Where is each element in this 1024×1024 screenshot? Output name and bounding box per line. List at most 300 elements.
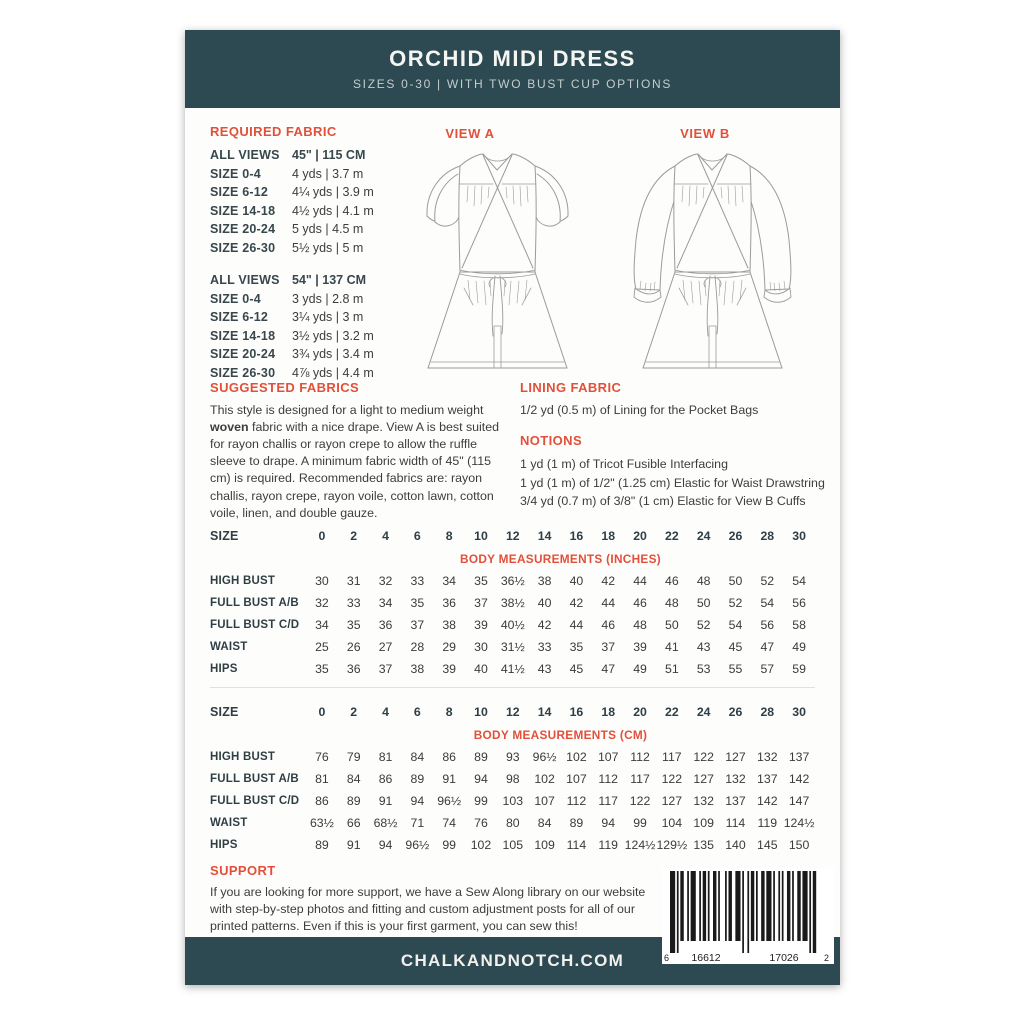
measurement-value: 30 xyxy=(474,640,488,654)
measurement-value: 142 xyxy=(788,772,810,786)
measurement-value: 50 xyxy=(696,596,711,610)
suggested-text-part2: fabric with a nice drape. View A is best suited for rayon challis or rayon crepe to allow the ruffle sleeve to drape. A minimum fabric width of 45" (115 cm) is required. Recommended fabrics are: rayon challis, rayon crepe, rayon voile, cotton lawn, cotton voile, linen, and double gauze. xyxy=(210,420,500,520)
fabric-row-value: 4¼ yds | 3.9 m xyxy=(292,185,374,199)
measurement-value: 43 xyxy=(537,662,552,676)
measurement-value: 127 xyxy=(693,772,714,786)
barcode-digits: 16612 xyxy=(691,952,721,964)
measurement-value: 54 xyxy=(760,596,775,610)
measurement-value: 38 xyxy=(537,574,552,588)
fabric-row-label: SIZE 0-4 xyxy=(210,291,261,306)
size-value: 6 xyxy=(413,529,421,543)
barcode-bar xyxy=(677,871,679,953)
body-measurements-header: BODY MEASUREMENTS (INCHES) xyxy=(460,552,661,566)
notions-list xyxy=(520,455,825,511)
measurement-value: 89 xyxy=(474,750,488,764)
measurement-value: 48 xyxy=(665,596,679,610)
barcode-svg xyxy=(662,868,834,964)
measurement-value: 29 xyxy=(442,640,456,654)
size-value: 26 xyxy=(728,705,743,719)
fabric-row-value: 54" | 137 CM xyxy=(292,273,367,287)
measurement-label: HIGH BUST xyxy=(210,751,276,763)
fabric-row-value: 3 yds | 2.8 m xyxy=(292,291,364,306)
view-a-label: VIEW A xyxy=(445,126,495,141)
lining-fabric-group xyxy=(520,380,825,419)
measurement-value: 63½ xyxy=(309,816,334,830)
measurement-value: 45 xyxy=(728,640,743,654)
measurement-value: 81 xyxy=(378,750,393,764)
measurement-row xyxy=(210,636,815,658)
barcode-bar xyxy=(756,871,758,941)
measurement-row xyxy=(210,614,815,636)
measurement-value: 33 xyxy=(346,596,361,610)
measurement-value: 36 xyxy=(378,618,393,632)
measurement-value: 57 xyxy=(760,662,775,676)
measurement-value: 76 xyxy=(474,816,488,830)
lining-fabric-heading: LINING FABRIC xyxy=(520,380,622,395)
measurement-value: 89 xyxy=(410,772,425,786)
measurement-value: 86 xyxy=(315,794,329,808)
size-value: 14 xyxy=(537,529,552,543)
measurement-value: 74 xyxy=(442,816,456,830)
size-value: 2 xyxy=(350,529,358,543)
measurement-value: 99 xyxy=(442,838,456,852)
barcode-bar xyxy=(742,871,744,953)
table-divider xyxy=(210,687,815,688)
lining-notions-column xyxy=(520,380,825,525)
notion-item: 3/4 yd (0.7 m) of 3/8" (1 cm) Elastic for View B Cuffs xyxy=(520,494,806,509)
measurement-value: 51 xyxy=(665,662,679,676)
fabric-row-value: 3½ yds | 3.2 m xyxy=(292,328,374,343)
measurement-value: 34 xyxy=(315,618,329,632)
measurement-value: 102 xyxy=(566,750,587,764)
barcode-bar xyxy=(792,871,794,941)
measurement-value: 124½ xyxy=(624,838,656,852)
title-band xyxy=(185,30,840,108)
measurement-value: 53 xyxy=(696,662,711,676)
size-value: 24 xyxy=(696,705,711,719)
measurement-row xyxy=(210,834,815,856)
size-value: 4 xyxy=(382,705,389,719)
fabric-row-label: SIZE 20-24 xyxy=(210,347,276,361)
measurement-value: 46 xyxy=(601,618,616,632)
measurement-value: 94 xyxy=(474,772,488,786)
measurement-value: 38 xyxy=(442,618,456,632)
measurement-value: 50 xyxy=(665,618,679,632)
size-value: 20 xyxy=(633,529,647,543)
notions-group xyxy=(520,433,825,511)
measurement-value: 56 xyxy=(792,596,806,610)
measurement-value: 45 xyxy=(569,662,584,676)
measurement-value: 89 xyxy=(315,838,329,852)
fabric-row-value: 4⅞ yds | 4.4 m xyxy=(292,365,374,380)
fabric-row-label: SIZE 20-24 xyxy=(210,222,276,236)
size-value: 22 xyxy=(665,529,679,543)
measurement-value: 40 xyxy=(537,596,552,610)
measurement-value: 112 xyxy=(566,794,587,808)
measurement-value: 28 xyxy=(410,640,425,654)
size-value: 12 xyxy=(505,529,520,543)
measurement-value: 102 xyxy=(470,838,492,852)
size-value: 16 xyxy=(569,529,584,543)
measurement-value: 49 xyxy=(792,640,806,654)
size-value: 28 xyxy=(760,705,775,719)
measurement-value: 129½ xyxy=(656,838,688,852)
size-value: 30 xyxy=(792,705,806,719)
fabric-row-value: 3¾ yds | 3.4 m xyxy=(292,347,374,361)
measurement-value: 47 xyxy=(760,640,775,654)
size-header-row xyxy=(210,524,815,548)
measurement-value: 68½ xyxy=(373,816,398,830)
size-value: 14 xyxy=(537,705,552,719)
measurement-value: 35 xyxy=(315,662,329,676)
notions-heading: NOTIONS xyxy=(520,433,583,449)
lining-fabric-text: 1/2 yd (0.5 m) of Lining for the Pocket Bags xyxy=(520,403,759,417)
measurement-value: 119 xyxy=(757,816,778,830)
notion-item: 1 yd (1 m) of 1/2" (1.25 cm) Elastic for Waist Drawstring xyxy=(520,475,825,490)
size-value: 22 xyxy=(665,705,679,719)
view-b-illustration xyxy=(605,140,820,380)
measurement-value: 49 xyxy=(633,662,647,676)
measurement-value: 36 xyxy=(442,596,456,610)
measurement-value: 122 xyxy=(629,794,651,808)
fabric-row-label: SIZE 26-30 xyxy=(210,365,276,380)
measurement-value: 52 xyxy=(728,596,743,610)
notion-item: 1 yd (1 m) of Tricot Fusible Interfacing xyxy=(520,457,728,472)
suggested-text-part1: This style is designed for a light to medium weight xyxy=(210,403,484,417)
body-measurements-header: BODY MEASUREMENTS (CM) xyxy=(473,728,648,742)
measurement-value: 122 xyxy=(693,750,714,764)
size-value: 30 xyxy=(792,529,806,543)
measurement-value: 94 xyxy=(378,838,393,852)
measurement-value: 132 xyxy=(757,750,778,764)
barcode-bar xyxy=(787,871,790,941)
size-value: 18 xyxy=(601,705,616,719)
measurement-value: 48 xyxy=(633,618,647,632)
measurement-value: 96½ xyxy=(437,794,462,808)
measurement-value: 94 xyxy=(410,794,425,808)
size-table-inches xyxy=(210,524,815,680)
measurement-value: 117 xyxy=(630,772,650,786)
barcode-bar xyxy=(751,871,754,941)
measurement-value: 84 xyxy=(410,750,425,764)
measurement-value: 39 xyxy=(633,640,647,654)
measurement-label: FULL BUST A/B xyxy=(210,597,299,609)
measurement-label: FULL BUST A/B xyxy=(210,773,299,785)
measurement-value: 86 xyxy=(442,750,456,764)
barcode-bar xyxy=(802,871,807,941)
measurement-label: WAIST xyxy=(210,641,248,653)
measurement-value: 107 xyxy=(597,750,619,764)
measurement-value: 44 xyxy=(569,618,584,632)
size-value: 0 xyxy=(318,705,326,719)
measurement-value: 41½ xyxy=(500,662,525,676)
barcode-digits: 6 xyxy=(664,953,670,963)
measurement-value: 142 xyxy=(757,794,778,808)
measurement-label: WAIST xyxy=(210,817,248,829)
barcode-bar xyxy=(687,871,689,941)
measurement-value: 46 xyxy=(633,596,647,610)
barcode-bar xyxy=(797,871,800,941)
measurement-value: 50 xyxy=(728,574,743,588)
measurement-value: 44 xyxy=(633,574,647,588)
measurement-value: 37 xyxy=(601,640,616,654)
measurement-value: 96½ xyxy=(405,838,430,852)
measurement-value: 35 xyxy=(569,640,584,654)
measurement-value: 127 xyxy=(661,794,683,808)
measurement-label: HIPS xyxy=(210,663,238,675)
measurement-value: 33 xyxy=(410,574,425,588)
view-b-label: VIEW B xyxy=(680,126,730,141)
measurement-value: 37 xyxy=(474,596,488,610)
suggested-text-bold: woven xyxy=(210,420,249,435)
measurement-value: 140 xyxy=(725,838,746,852)
size-value: 20 xyxy=(633,705,647,719)
measurement-row xyxy=(210,592,815,614)
size-value: 26 xyxy=(728,529,743,543)
size-value: 28 xyxy=(760,529,775,543)
barcode-bar xyxy=(813,871,816,953)
fabric-row-label: SIZE 6-12 xyxy=(210,310,269,324)
suggested-fabrics-section xyxy=(210,380,510,522)
fabric-row-label: ALL VIEWS xyxy=(210,148,280,162)
size-value: 2 xyxy=(350,705,358,719)
size-value: 12 xyxy=(505,705,520,719)
fabric-row-value: 5½ yds | 5 m xyxy=(292,240,364,255)
barcode-bar xyxy=(773,871,775,941)
measurement-value: 132 xyxy=(693,794,714,808)
size-value: 10 xyxy=(474,705,488,719)
measurement-value: 122 xyxy=(661,772,683,786)
measurement-value: 38 xyxy=(410,662,425,676)
measurement-value: 32 xyxy=(315,596,329,610)
barcode-bar xyxy=(728,871,731,941)
barcode xyxy=(662,868,834,964)
website-url: CHALKANDNOTCH.COM xyxy=(400,951,625,970)
measurement-value: 27 xyxy=(378,640,393,654)
measurement-value: 42 xyxy=(601,574,616,588)
fabric-row-value: 3¼ yds | 3 m xyxy=(292,310,364,324)
measurement-value: 37 xyxy=(378,662,393,676)
dress-line-drawing-view-a xyxy=(390,140,605,380)
measurement-value: 137 xyxy=(788,750,810,764)
size-label: SIZE xyxy=(210,705,239,719)
measurement-value: 34 xyxy=(442,574,456,588)
barcode-bar xyxy=(691,871,696,941)
measurement-value: 80 xyxy=(505,816,520,830)
measurement-value: 40 xyxy=(569,574,584,588)
measurement-value: 117 xyxy=(598,794,619,808)
barcode-bar xyxy=(703,871,706,941)
measurement-value: 91 xyxy=(378,794,393,808)
measurement-value: 39 xyxy=(474,618,488,632)
fabric-row-value: 45" | 115 CM xyxy=(292,148,366,162)
measurement-value: 35 xyxy=(410,596,425,610)
measurement-value: 99 xyxy=(633,816,647,830)
measurement-row xyxy=(210,812,815,834)
measurement-value: 76 xyxy=(315,750,329,764)
measurement-value: 91 xyxy=(442,772,456,786)
fabric-row-label: SIZE 14-18 xyxy=(210,328,276,343)
measurement-value: 54 xyxy=(728,618,743,632)
measurement-value: 31½ xyxy=(500,640,525,654)
size-value: 24 xyxy=(696,529,711,543)
barcode-bar xyxy=(761,871,764,941)
measurement-value: 36 xyxy=(346,662,361,676)
size-header-row xyxy=(210,700,815,724)
measurement-row xyxy=(210,746,815,768)
measurement-value: 42 xyxy=(537,618,552,632)
measurement-value: 89 xyxy=(569,816,584,830)
measurement-value: 81 xyxy=(315,772,329,786)
measurement-value: 127 xyxy=(725,750,746,764)
barcode-digits: 17026 xyxy=(769,952,799,964)
measurement-value: 33 xyxy=(537,640,552,654)
barcode-bar xyxy=(680,871,683,941)
measurement-label: HIPS xyxy=(210,839,238,851)
measurement-value: 114 xyxy=(566,838,587,852)
measurement-value: 58 xyxy=(792,618,806,632)
measurement-value: 40 xyxy=(474,662,488,676)
measurement-row xyxy=(210,570,815,592)
fabric-row-label: SIZE 0-4 xyxy=(210,166,261,181)
measurement-value: 86 xyxy=(378,772,393,786)
measurement-value: 38½ xyxy=(500,596,525,610)
measurement-value: 124½ xyxy=(783,816,815,830)
measurement-value: 102 xyxy=(534,772,555,786)
measurement-value: 31 xyxy=(346,574,361,588)
barcode-bar xyxy=(708,871,710,941)
size-value: 6 xyxy=(413,705,421,719)
measurement-value: 112 xyxy=(598,772,619,786)
measurement-value: 109 xyxy=(534,838,555,852)
measurement-value: 112 xyxy=(630,750,650,764)
measurement-value: 145 xyxy=(757,838,778,852)
support-heading: SUPPORT xyxy=(210,863,276,878)
measurement-value: 40½ xyxy=(500,618,525,632)
pattern-envelope-back xyxy=(185,30,840,985)
measurement-value: 104 xyxy=(661,816,683,830)
measurement-value: 32 xyxy=(378,574,393,588)
measurement-value: 37 xyxy=(410,618,425,632)
measurement-value: 84 xyxy=(346,772,361,786)
measurement-value: 26 xyxy=(346,640,361,654)
measurement-value: 35 xyxy=(346,618,361,632)
barcode-bar xyxy=(718,871,720,941)
measurement-value: 35 xyxy=(474,574,488,588)
measurement-value: 105 xyxy=(502,838,524,852)
measurement-value: 43 xyxy=(696,640,711,654)
barcode-bar xyxy=(782,871,784,941)
size-value: 18 xyxy=(601,529,616,543)
support-text: If you are looking for more support, we have a Sew Along library on our website with step-by-step photos and fitting and custom adjustment posts for all of our printed patterns. Even if this is your first garment, you can sew this! xyxy=(210,885,646,934)
measurement-value: 99 xyxy=(474,794,488,808)
measurement-value: 44 xyxy=(601,596,616,610)
measurement-value: 52 xyxy=(696,618,711,632)
measurement-value: 30 xyxy=(315,574,329,588)
required-fabric-heading: REQUIRED FABRIC xyxy=(210,124,337,139)
barcode-bar xyxy=(713,871,716,941)
measurement-value: 36½ xyxy=(500,574,525,588)
measurement-row xyxy=(210,768,815,790)
barcode-bar xyxy=(747,871,749,953)
size-label: SIZE xyxy=(210,529,239,543)
barcode-bar xyxy=(766,871,771,941)
measurement-value: 96½ xyxy=(532,750,557,764)
measurement-value: 91 xyxy=(346,838,361,852)
measurement-value: 48 xyxy=(696,574,711,588)
barcode-digits: 2 xyxy=(824,953,830,963)
pattern-title: ORCHID MIDI DRESS xyxy=(389,46,636,71)
measurement-value: 94 xyxy=(601,816,616,830)
measurement-value: 34 xyxy=(378,596,393,610)
fabric-row-value: 4 yds | 3.7 m xyxy=(292,166,364,181)
pattern-subtitle: SIZES 0-30 | WITH TWO BUST CUP OPTIONS xyxy=(352,77,673,91)
measurement-row xyxy=(210,790,815,812)
measurement-value: 109 xyxy=(693,816,714,830)
measurement-value: 103 xyxy=(502,794,524,808)
suggested-fabrics-text xyxy=(210,402,510,522)
size-value: 4 xyxy=(382,529,389,543)
dress-line-drawing-view-b xyxy=(605,140,820,380)
measurement-value: 135 xyxy=(693,838,714,852)
measurement-value: 114 xyxy=(725,816,746,830)
size-value: 0 xyxy=(318,529,326,543)
measurement-value: 117 xyxy=(662,750,682,764)
measurement-value: 59 xyxy=(792,662,806,676)
barcode-bar xyxy=(809,871,811,953)
measurement-value: 66 xyxy=(346,816,361,830)
measurement-value: 119 xyxy=(598,838,619,852)
measurement-label: HIGH BUST xyxy=(210,575,276,587)
size-value: 8 xyxy=(445,705,453,719)
size-table-cm xyxy=(210,700,815,856)
measurement-value: 39 xyxy=(442,662,456,676)
measurement-value: 71 xyxy=(410,816,425,830)
suggested-fabrics-heading: SUGGESTED FABRICS xyxy=(210,380,360,395)
measurement-value: 55 xyxy=(728,662,743,676)
measurement-value: 84 xyxy=(537,816,552,830)
view-a-illustration xyxy=(390,140,605,380)
measurement-value: 93 xyxy=(505,750,520,764)
measurement-value: 132 xyxy=(725,772,746,786)
fabric-row-label: ALL VIEWS xyxy=(210,273,280,287)
barcode-bar xyxy=(670,871,675,953)
measurement-value: 56 xyxy=(760,618,775,632)
measurement-value: 52 xyxy=(760,574,775,588)
measurement-value: 54 xyxy=(792,574,806,588)
support-section xyxy=(210,863,665,935)
measurement-label: FULL BUST C/D xyxy=(210,795,300,807)
fabric-row-label: SIZE 26-30 xyxy=(210,240,276,255)
measurement-value: 107 xyxy=(566,772,587,786)
fabric-row-value: 5 yds | 4.5 m xyxy=(292,222,364,236)
barcode-bar xyxy=(725,871,727,941)
fabric-row-label: SIZE 6-12 xyxy=(210,185,269,199)
barcode-bar xyxy=(735,871,740,941)
measurement-value: 79 xyxy=(346,750,361,764)
measurement-value: 98 xyxy=(505,772,520,786)
measurement-value: 107 xyxy=(534,794,555,808)
fabric-row-value: 4½ yds | 4.1 m xyxy=(292,203,374,218)
measurement-value: 41 xyxy=(665,640,679,654)
measurement-value: 137 xyxy=(757,772,778,786)
size-value: 16 xyxy=(569,705,584,719)
measurement-value: 137 xyxy=(725,794,746,808)
measurement-label: FULL BUST C/D xyxy=(210,619,300,631)
measurement-value: 42 xyxy=(569,596,584,610)
measurement-value: 89 xyxy=(346,794,361,808)
barcode-bar xyxy=(778,871,780,941)
